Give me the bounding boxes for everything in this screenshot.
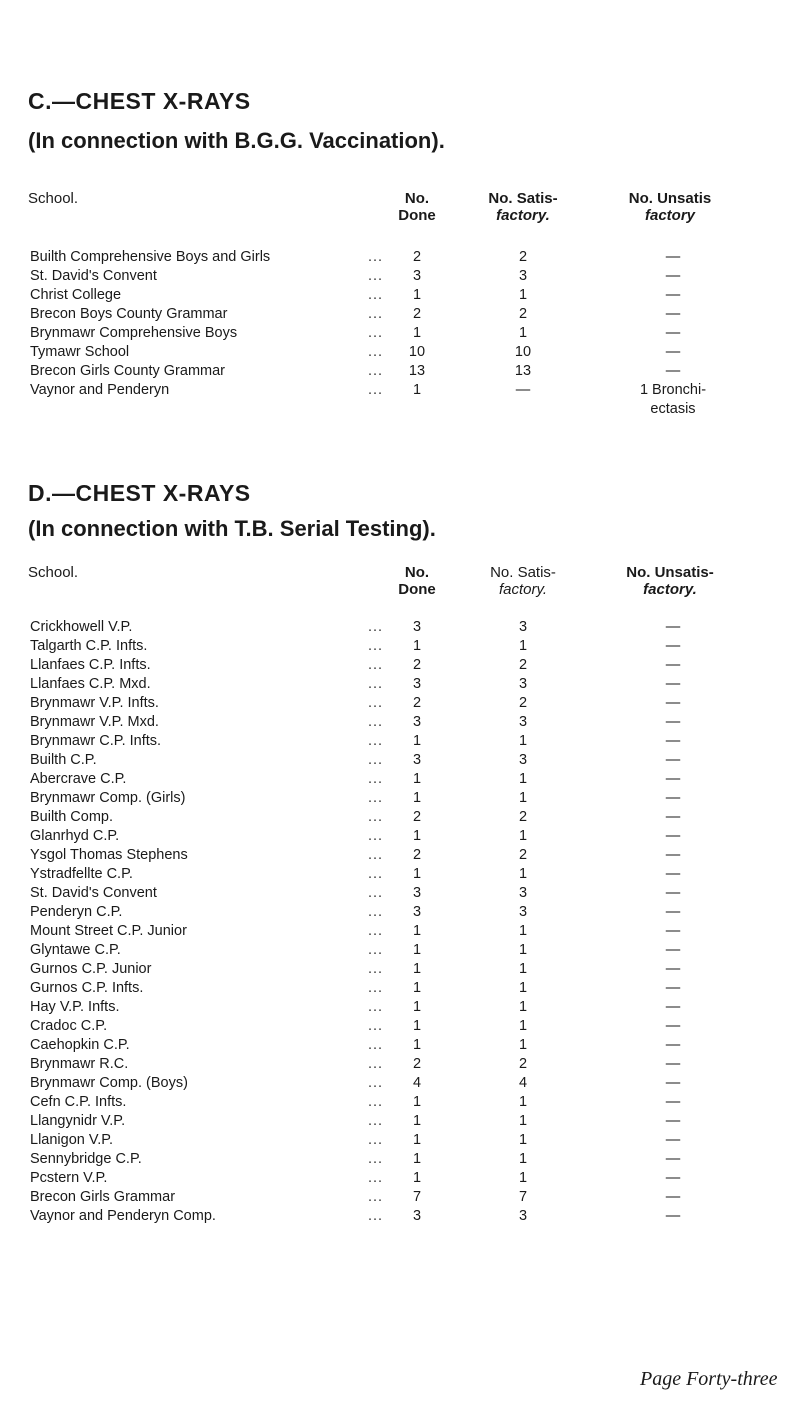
section-d-title: D.—CHEST X-RAYS: [28, 480, 251, 506]
section-d-school-header: School.: [28, 564, 79, 581]
satisfactory-count: 1: [518, 1094, 528, 1110]
satisfactory-count: 1: [518, 771, 528, 787]
table-row: [0, 1131, 800, 1150]
leader-dots: ...: [368, 657, 384, 673]
table-row: [0, 1150, 800, 1169]
leader-dots: ...: [368, 1113, 384, 1129]
table-row: [0, 267, 800, 286]
satisfactory-count: 2: [518, 306, 528, 322]
leader-dots: ...: [368, 1151, 384, 1167]
school-name: Brynmawr C.P. Infts.: [30, 733, 162, 749]
section-c-done-header: [382, 190, 452, 224]
done-count: 2: [412, 695, 422, 711]
satisfactory-count: 1: [518, 942, 528, 958]
leader-dots: ...: [368, 249, 384, 265]
done-count: 1: [412, 382, 422, 398]
school-name: Gurnos C.P. Junior: [30, 961, 152, 977]
table-row: [0, 1093, 800, 1112]
satisfactory-count: 1: [518, 828, 528, 844]
done-count: 1: [412, 1094, 422, 1110]
section-d-done-header: [382, 564, 452, 598]
done-count: 4: [412, 1075, 422, 1091]
table-row: [0, 362, 800, 381]
unsatisfactory-count: —: [665, 942, 681, 958]
table-row: [0, 960, 800, 979]
school-name: Brynmawr Comprehensive Boys: [30, 325, 238, 341]
page-number: Page Forty-three: [640, 1368, 778, 1390]
table-row: [0, 1112, 800, 1131]
unsatisfactory-count: —: [665, 923, 681, 939]
done-count: 1: [412, 733, 422, 749]
done-count: 1: [412, 923, 422, 939]
section-c-unsat-header-top: No. Unsatis: [628, 190, 712, 207]
unsatisfactory-count: —: [665, 657, 681, 673]
school-name: Pcstern V.P.: [30, 1170, 108, 1186]
leader-dots: ...: [368, 1018, 384, 1034]
section-c-sat-header: [473, 190, 573, 224]
school-name: Brynmawr Comp. (Girls): [30, 790, 186, 806]
school-name: Brynmawr R.C.: [30, 1056, 129, 1072]
done-count: 1: [412, 1037, 422, 1053]
done-count: 1: [412, 325, 422, 341]
school-name: Brecon Girls County Grammar: [30, 363, 225, 379]
table-row: [0, 1074, 800, 1093]
unsatisfactory-count: —: [665, 1151, 681, 1167]
satisfactory-count: 1: [518, 980, 528, 996]
section-d-table: [0, 618, 800, 1226]
school-name: Crickhowell V.P.: [30, 619, 133, 635]
leader-dots: ...: [368, 1094, 384, 1110]
unsatisfactory-count: 1 Bronchi-: [639, 382, 707, 398]
satisfactory-count: 2: [518, 1056, 528, 1072]
school-name: Talgarth C.P. Infts.: [30, 638, 148, 654]
unsatisfactory-count: —: [665, 363, 681, 379]
school-name: Glanrhyd C.P.: [30, 828, 120, 844]
school-name: Hay V.P. Infts.: [30, 999, 120, 1015]
unsatisfactory-count: —: [665, 1056, 681, 1072]
unsatisfactory-count: —: [665, 1075, 681, 1091]
section-c-school-header: School.: [28, 190, 79, 207]
done-count: 3: [412, 752, 422, 768]
leader-dots: ...: [368, 980, 384, 996]
table-row: [0, 381, 800, 400]
done-count: 13: [408, 363, 426, 379]
unsatisfactory-count: —: [665, 885, 681, 901]
done-count: 3: [412, 885, 422, 901]
done-count: 2: [412, 306, 422, 322]
school-name: Sennybridge C.P.: [30, 1151, 142, 1167]
leader-dots: ...: [368, 344, 384, 360]
school-name: Cefn C.P. Infts.: [30, 1094, 127, 1110]
table-row: [0, 1188, 800, 1207]
unsatisfactory-count: —: [665, 676, 681, 692]
table-row: [0, 808, 800, 827]
leader-dots: ...: [368, 847, 384, 863]
done-count: 2: [412, 249, 422, 265]
table-row: [0, 732, 800, 751]
satisfactory-count: 3: [518, 1208, 528, 1224]
unsatisfactory-count: —: [665, 752, 681, 768]
unsatisfactory-count: —: [665, 733, 681, 749]
school-name: Christ College: [30, 287, 122, 303]
school-name: St. David's Convent: [30, 885, 157, 901]
leader-dots: ...: [368, 923, 384, 939]
leader-dots: ...: [368, 961, 384, 977]
done-count: 7: [412, 1189, 422, 1205]
school-name: Tymawr School: [30, 344, 130, 360]
unsatisfactory-count: —: [665, 866, 681, 882]
school-name: Penderyn C.P.: [30, 904, 123, 920]
school-name: Builth Comp.: [30, 809, 114, 825]
done-count: 2: [412, 809, 422, 825]
satisfactory-count: 1: [518, 1113, 528, 1129]
table-row: [0, 1055, 800, 1074]
satisfactory-count: 1: [518, 866, 528, 882]
table-row: [0, 751, 800, 770]
unsatisfactory-count: —: [665, 1170, 681, 1186]
done-count: 10: [408, 344, 426, 360]
satisfactory-count: 1: [518, 287, 528, 303]
satisfactory-count: 2: [518, 249, 528, 265]
unsatisfactory-count: —: [665, 638, 681, 654]
satisfactory-count: 1: [518, 790, 528, 806]
done-count: 3: [412, 904, 422, 920]
table-row: [0, 979, 800, 998]
school-name: Brynmawr V.P. Mxd.: [30, 714, 159, 730]
unsatisfactory-count: —: [665, 249, 681, 265]
unsatisfactory-count: —: [665, 904, 681, 920]
table-row: [0, 343, 800, 362]
done-count: 1: [412, 961, 422, 977]
satisfactory-count: 2: [518, 809, 528, 825]
leader-dots: ...: [368, 790, 384, 806]
unsatisfactory-count: —: [665, 695, 681, 711]
leader-dots: ...: [368, 306, 384, 322]
leader-dots: ...: [368, 866, 384, 882]
unsatisfactory-count: —: [665, 306, 681, 322]
section-c-sat-header-top: No. Satis-: [488, 190, 558, 207]
school-name: Llanfaes C.P. Mxd.: [30, 676, 151, 692]
school-name: Ystradfellte C.P.: [30, 866, 133, 882]
table-row: [0, 903, 800, 922]
done-count: 2: [412, 1056, 422, 1072]
table-row: [0, 713, 800, 732]
done-count: 2: [412, 657, 422, 673]
satisfactory-count: 1: [518, 1132, 528, 1148]
satisfactory-count: 1: [518, 325, 528, 341]
table-row: [0, 656, 800, 675]
done-count: 3: [412, 619, 422, 635]
school-name: Vaynor and Penderyn: [30, 382, 170, 398]
school-name: Llanigon V.P.: [30, 1132, 114, 1148]
table-row: [0, 675, 800, 694]
leader-dots: ...: [368, 287, 384, 303]
section-d-sat-header-bottom: factory.: [498, 581, 548, 598]
school-name: Builth C.P.: [30, 752, 97, 768]
leader-dots: ...: [368, 714, 384, 730]
leader-dots: ...: [368, 363, 384, 379]
school-name: Glyntawe C.P.: [30, 942, 121, 958]
satisfactory-count: 3: [518, 885, 528, 901]
done-count: 2: [412, 847, 422, 863]
satisfactory-count: 7: [518, 1189, 528, 1205]
table-row: [0, 922, 800, 941]
table-row: [0, 789, 800, 808]
unsatisfactory-count: —: [665, 344, 681, 360]
satisfactory-count: 3: [518, 268, 528, 284]
satisfactory-count: 4: [518, 1075, 528, 1091]
section-c-done-header-top: No.: [404, 190, 430, 207]
table-row: [0, 1017, 800, 1036]
school-name: Caehopkin C.P.: [30, 1037, 130, 1053]
leader-dots: ...: [368, 904, 384, 920]
table-row: [0, 637, 800, 656]
satisfactory-count: 1: [518, 1151, 528, 1167]
unsatisfactory-count: —: [665, 809, 681, 825]
section-d-done-header-bottom: Done: [398, 581, 436, 598]
table-row: [0, 998, 800, 1017]
leader-dots: ...: [368, 1208, 384, 1224]
leader-dots: ...: [368, 942, 384, 958]
table-row: [0, 618, 800, 637]
unsatisfactory-count: —: [665, 961, 681, 977]
leader-dots: ...: [368, 771, 384, 787]
school-name: Brynmawr Comp. (Boys): [30, 1075, 188, 1091]
leader-dots: ...: [368, 809, 384, 825]
leader-dots: ...: [368, 268, 384, 284]
satisfactory-count: 1: [518, 961, 528, 977]
table-row: [0, 827, 800, 846]
unsatisfactory-count: —: [665, 1018, 681, 1034]
leader-dots: ...: [368, 1075, 384, 1091]
section-d-unsat-header-top: No. Unsatis-: [626, 564, 714, 581]
satisfactory-count: 13: [514, 363, 532, 379]
table-row: [0, 248, 800, 267]
leader-dots: ...: [368, 885, 384, 901]
leader-dots: ...: [368, 1056, 384, 1072]
school-name: Llangynidr V.P.: [30, 1113, 126, 1129]
leader-dots: ...: [368, 752, 384, 768]
section-c-unsat-header-bottom: factory: [644, 207, 696, 224]
satisfactory-count: 3: [518, 752, 528, 768]
table-row: [0, 1036, 800, 1055]
done-count: 1: [412, 790, 422, 806]
school-name: Abercrave C.P.: [30, 771, 127, 787]
satisfactory-count: —: [515, 382, 531, 398]
section-d-sat-header-top: No. Satis-: [490, 564, 556, 581]
satisfactory-count: 3: [518, 714, 528, 730]
unsatisfactory-count: —: [665, 714, 681, 730]
school-name: Ysgol Thomas Stephens: [30, 847, 188, 863]
school-name: St. David's Convent: [30, 268, 157, 284]
satisfactory-count: 3: [518, 904, 528, 920]
section-c-subtitle: (In connection with B.G.G. Vaccination).: [28, 128, 445, 153]
done-count: 1: [412, 771, 422, 787]
done-count: 1: [412, 980, 422, 996]
done-count: 3: [412, 714, 422, 730]
satisfactory-count: 1: [518, 923, 528, 939]
unsatisfactory-count: —: [665, 268, 681, 284]
table-row: [0, 286, 800, 305]
note-continuation: ectasis: [650, 401, 696, 417]
school-name: Brecon Boys County Grammar: [30, 306, 228, 322]
satisfactory-count: 10: [514, 344, 532, 360]
school-name: Cradoc C.P.: [30, 1018, 108, 1034]
school-name: Builth Comprehensive Boys and Girls: [30, 249, 271, 265]
unsatisfactory-count: —: [665, 980, 681, 996]
unsatisfactory-count: —: [665, 771, 681, 787]
done-count: 1: [412, 1151, 422, 1167]
satisfactory-count: 3: [518, 619, 528, 635]
done-count: 1: [412, 1018, 422, 1034]
satisfactory-count: 2: [518, 847, 528, 863]
done-count: 1: [412, 1132, 422, 1148]
leader-dots: ...: [368, 619, 384, 635]
table-row: [0, 324, 800, 343]
unsatisfactory-count: —: [665, 1189, 681, 1205]
table-row-continuation: [0, 400, 800, 419]
satisfactory-count: 1: [518, 1170, 528, 1186]
section-d-done-header-top: No.: [404, 564, 430, 581]
satisfactory-count: 1: [518, 638, 528, 654]
satisfactory-count: 3: [518, 676, 528, 692]
done-count: 1: [412, 866, 422, 882]
school-name: Vaynor and Penderyn Comp.: [30, 1208, 216, 1224]
done-count: 1: [412, 287, 422, 303]
section-c-sat-header-bottom: factory.: [496, 207, 550, 224]
table-row: [0, 770, 800, 789]
table-row: [0, 694, 800, 713]
leader-dots: ...: [368, 828, 384, 844]
section-c-table: [0, 248, 800, 419]
leader-dots: ...: [368, 382, 384, 398]
leader-dots: ...: [368, 1037, 384, 1053]
done-count: 3: [412, 1208, 422, 1224]
unsatisfactory-count: —: [665, 847, 681, 863]
unsatisfactory-count: —: [665, 1132, 681, 1148]
done-count: 1: [412, 638, 422, 654]
unsatisfactory-count: —: [665, 790, 681, 806]
leader-dots: ...: [368, 325, 384, 341]
table-row: [0, 865, 800, 884]
school-name: Brynmawr V.P. Infts.: [30, 695, 159, 711]
table-row: [0, 941, 800, 960]
section-c-unsat-header: [600, 190, 740, 224]
leader-dots: ...: [368, 638, 384, 654]
unsatisfactory-count: —: [665, 325, 681, 341]
school-name: Llanfaes C.P. Infts.: [30, 657, 151, 673]
table-row: [0, 846, 800, 865]
unsatisfactory-count: —: [665, 619, 681, 635]
leader-dots: ...: [368, 1132, 384, 1148]
leader-dots: ...: [368, 999, 384, 1015]
table-row: [0, 305, 800, 324]
section-c-done-header-bottom: Done: [398, 207, 436, 224]
unsatisfactory-count: —: [665, 1113, 681, 1129]
school-name: Mount Street C.P. Junior: [30, 923, 187, 939]
school-name: Brecon Girls Grammar: [30, 1189, 176, 1205]
unsatisfactory-count: —: [665, 287, 681, 303]
satisfactory-count: 1: [518, 733, 528, 749]
unsatisfactory-count: —: [665, 828, 681, 844]
satisfactory-count: 2: [518, 695, 528, 711]
done-count: 1: [412, 1113, 422, 1129]
satisfactory-count: 1: [518, 999, 528, 1015]
done-count: 3: [412, 268, 422, 284]
satisfactory-count: 1: [518, 1018, 528, 1034]
table-row: [0, 1207, 800, 1226]
section-d-unsat-header-bottom: factory.: [643, 581, 697, 598]
table-row: [0, 884, 800, 903]
unsatisfactory-count: —: [665, 999, 681, 1015]
done-count: 1: [412, 999, 422, 1015]
unsatisfactory-count: —: [665, 1094, 681, 1110]
leader-dots: ...: [368, 695, 384, 711]
leader-dots: ...: [368, 1170, 384, 1186]
done-count: 1: [412, 942, 422, 958]
done-count: 1: [412, 828, 422, 844]
leader-dots: ...: [368, 733, 384, 749]
section-d-subtitle: (In connection with T.B. Serial Testing).: [28, 516, 436, 541]
leader-dots: ...: [368, 1189, 384, 1205]
school-name: Gurnos C.P. Infts.: [30, 980, 144, 996]
table-row: [0, 1169, 800, 1188]
section-d-sat-header: [473, 564, 573, 598]
section-d-unsat-header: [600, 564, 740, 598]
section-c-title: C.—CHEST X-RAYS: [28, 88, 251, 114]
unsatisfactory-count: —: [665, 1037, 681, 1053]
done-count: 1: [412, 1170, 422, 1186]
satisfactory-count: 2: [518, 657, 528, 673]
leader-dots: ...: [368, 676, 384, 692]
unsatisfactory-count: —: [665, 1208, 681, 1224]
done-count: 3: [412, 676, 422, 692]
satisfactory-count: 1: [518, 1037, 528, 1053]
